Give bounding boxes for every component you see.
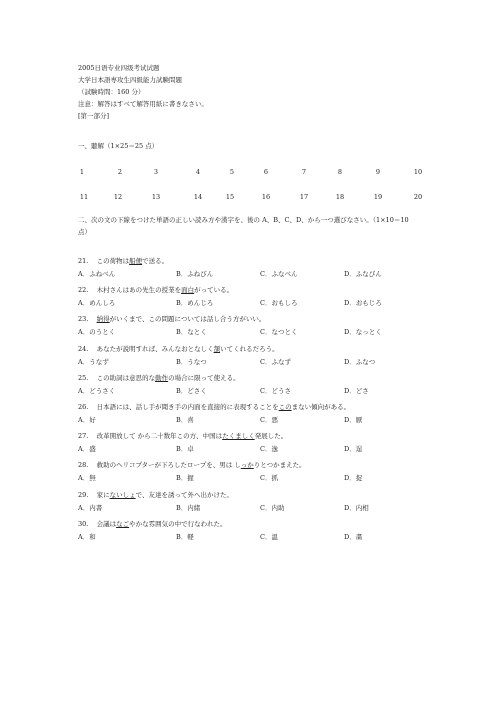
- question-text: この荷物は: [96, 257, 130, 265]
- notice: 注意：解答はすべて解答用紙に書きなさい。: [78, 100, 208, 108]
- option-d: D．どさ: [344, 386, 369, 395]
- option-c: C．ふなず: [260, 357, 291, 366]
- option-d: D．ふなびん: [344, 270, 382, 278]
- question-number: 29.: [78, 490, 89, 499]
- option-c: C．温: [260, 532, 278, 541]
- question-stem: [78, 520, 227, 528]
- part-label: [第一部分]: [78, 112, 110, 120]
- question-number: 21.: [78, 257, 89, 265]
- option-d: D．おもじろ: [344, 299, 382, 308]
- option-d: D．内相: [344, 503, 369, 512]
- option-c: C．悪: [260, 416, 278, 424]
- question-text: いてくれるだろう。: [220, 344, 279, 353]
- question-stem: [78, 286, 233, 294]
- question-number: 24.: [78, 344, 89, 353]
- option-d: D．逞: [344, 445, 363, 454]
- underlined-word: なご: [116, 519, 130, 528]
- answer-number: 3: [153, 168, 159, 176]
- option-b: B．めんじろ: [176, 299, 214, 308]
- answer-number: 20: [413, 193, 423, 201]
- option-d: D．粛: [344, 532, 363, 541]
- underlined-word: 納得: [96, 315, 110, 324]
- answer-number: 9: [375, 168, 381, 176]
- question-text: がっている。: [194, 286, 234, 295]
- option-b: B．どさく: [176, 386, 207, 395]
- answer-number: 7: [301, 168, 307, 176]
- answer-number: 1: [79, 168, 85, 176]
- question-text: 救助のヘリコプターが下ろしたロープを、男は し: [96, 461, 241, 470]
- question-number: 22.: [78, 286, 89, 295]
- answer-number: 12: [113, 193, 123, 201]
- section1-title: 一、聽解（1×25＝25 点）: [78, 142, 159, 150]
- answer-number: 2: [117, 168, 123, 176]
- exam-time: （試験時間：160 分）: [78, 88, 145, 96]
- question-text: 日本語には、話し手が聞き手の内面を直接的に表現することを: [96, 403, 279, 411]
- underlined-word: ないしょ: [109, 490, 136, 499]
- question-stem: [78, 461, 306, 469]
- answer-number: 16: [261, 193, 271, 201]
- option-d: D．厭: [344, 416, 363, 424]
- option-b: B．喜: [176, 416, 194, 424]
- option-a: A．めんしろ: [78, 299, 116, 308]
- answer-number: 17: [299, 193, 309, 201]
- option-a: A．無: [78, 474, 96, 483]
- question-number: 28.: [78, 461, 89, 470]
- doc-title: 2005日语专业四级考试试题: [78, 64, 160, 72]
- question-text: あなたが説明すれば、みんなおとなしく: [96, 344, 214, 353]
- underlined-word: この: [278, 403, 292, 411]
- question-stem: [78, 432, 287, 440]
- option-c: C．抓: [260, 474, 278, 483]
- option-c: C．なつとく: [260, 328, 298, 337]
- question-text: 発展した。: [254, 432, 288, 441]
- underlined-word: っか: [240, 461, 254, 470]
- option-c: C．おもしろ: [260, 299, 298, 308]
- option-b: B．卓: [176, 445, 194, 454]
- section2-instructions: 二、次の文の下線をつけた単語の正しい読み方や漢字を、後の A、B、C、D、から一つ選びなさい。（1×10＝10 点）: [78, 216, 409, 236]
- question-number: 27.: [78, 432, 89, 441]
- question-text: やかな雰囲気の中で行なわれた。: [129, 519, 227, 528]
- option-a: A．ふねべん: [78, 270, 116, 278]
- answer-number: 6: [263, 168, 269, 176]
- option-b: B．うなつ: [176, 357, 207, 366]
- question-text: この助詞は意思的な: [96, 373, 156, 382]
- option-a: A．のうとく: [78, 328, 116, 337]
- question-stem: [78, 345, 279, 353]
- question-stem: [78, 374, 240, 382]
- question-stem: [78, 257, 168, 265]
- option-b: B．内緒: [176, 503, 201, 512]
- question-stem: [78, 315, 265, 323]
- question-number: 25.: [78, 373, 89, 382]
- question-text: 会議は: [96, 519, 117, 528]
- underlined-word: 動作: [155, 373, 169, 382]
- question-text: 改革開放して から二十数年この方、中国は: [96, 432, 223, 441]
- underlined-word: 頷: [213, 344, 221, 353]
- question-text: の場合に限って使える。: [168, 373, 240, 382]
- option-a: A．どうさく: [78, 386, 116, 395]
- answer-number: 5: [229, 168, 235, 176]
- answer-number: 8: [337, 168, 343, 176]
- answer-number: 11: [79, 193, 89, 201]
- answer-number: 18: [335, 193, 345, 201]
- underlined-word: 面白: [181, 286, 195, 295]
- doc-subtitle: 大学日本語専攻生四級能力試験問題: [78, 76, 182, 84]
- answer-number: 4: [195, 168, 201, 176]
- option-d: D．なっとく: [344, 328, 382, 337]
- option-b: B．ふねびん: [176, 270, 214, 278]
- question-number: 23.: [78, 315, 89, 324]
- question-text: りとつかまえた。: [253, 461, 306, 470]
- question-text: まない傾向がある。: [291, 403, 351, 411]
- option-c: C．どうさ: [260, 386, 291, 395]
- question-stem: [78, 403, 350, 411]
- question-text: がいくまで、この問題については話し合う方がいい。: [109, 315, 266, 324]
- question-number: 30.: [78, 519, 89, 528]
- answer-number: 15: [225, 193, 235, 201]
- option-a: A．和: [78, 532, 96, 541]
- answer-number: 14: [193, 193, 203, 201]
- answer-number: 10: [413, 168, 423, 176]
- option-d: D．捉: [344, 474, 363, 483]
- option-c: C．逸: [260, 445, 278, 454]
- question-text: で送る。: [142, 257, 169, 265]
- option-a: A．内書: [78, 503, 103, 512]
- option-b: B．なとく: [176, 328, 207, 337]
- option-c: C．内助: [260, 503, 285, 512]
- option-a: A．うなず: [78, 357, 109, 366]
- answer-number: 19: [373, 193, 383, 201]
- option-d: D．ふなつ: [344, 357, 376, 366]
- option-a: A．盛: [78, 445, 96, 454]
- option-a: A．好: [78, 416, 96, 424]
- question-number: 26.: [78, 403, 89, 411]
- question-text: 家に: [96, 490, 110, 499]
- question-stem: [78, 491, 233, 499]
- option-b: B．軽: [176, 532, 194, 541]
- option-b: B．握: [176, 474, 194, 483]
- underlined-word: たくましく: [222, 432, 255, 441]
- question-text: 木村さんはあの先生の授業を: [96, 286, 182, 295]
- question-text: で、友達を誘って外へ出かけた。: [135, 490, 233, 499]
- option-c: C．ふなべん: [260, 270, 298, 278]
- underlined-word: 船便: [129, 257, 143, 265]
- answer-number: 13: [151, 193, 161, 201]
